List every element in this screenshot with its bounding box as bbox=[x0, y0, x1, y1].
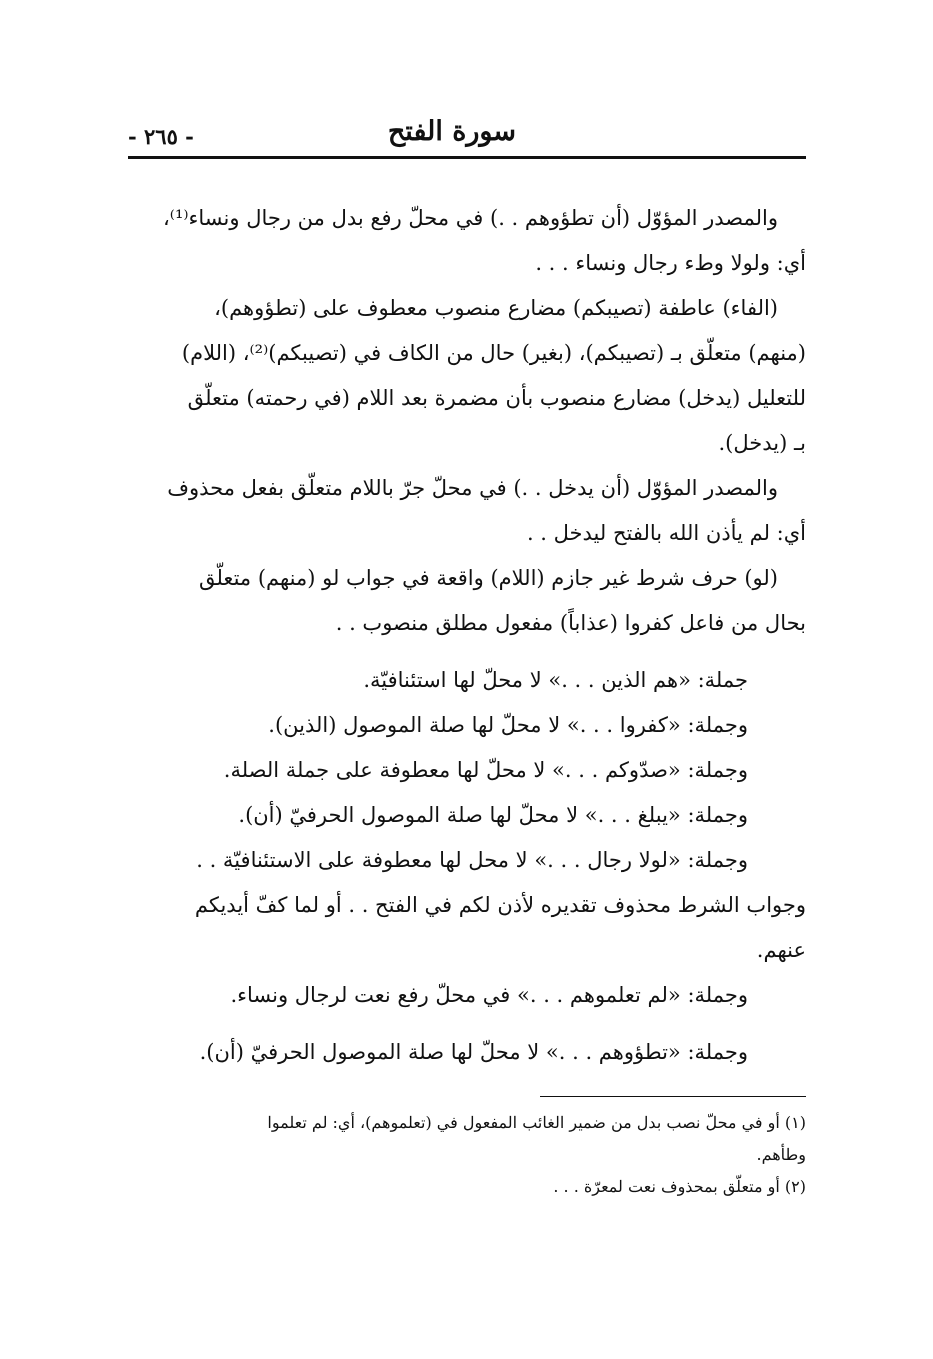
text-line: وجملة: «لولا رجال . . .» لا محل لها معطوفة على الاستئنافيّة . . bbox=[196, 848, 748, 872]
surah-title: سورة الفتح bbox=[387, 116, 516, 147]
main-text bbox=[128, 198, 806, 1077]
page-header bbox=[128, 112, 806, 160]
text-line: (الفاء) عاطفة (تصيبكم) مضارع منصوب معطوف على (تطؤوهم)، bbox=[214, 296, 778, 320]
text-line: عنهم. bbox=[756, 938, 806, 962]
text-line: وجملة: «تطؤوهم . . .» لا محلّ لها صلة الموصول الحرفيّ (أن). bbox=[199, 1040, 748, 1064]
footnotes bbox=[128, 1108, 806, 1204]
text-line: وجملة: «يبلغ . . .» لا محلّ لها صلة الموصول الحرفيّ (أن). bbox=[238, 803, 748, 827]
text-line: أي: لم يأذن الله بالفتح ليدخل . . bbox=[526, 521, 806, 545]
footnote-line: وطأهم. bbox=[756, 1145, 806, 1164]
text-line: والمصدر المؤوّل (أن يدخل . .) في محلّ جرّ باللام متعلّق بفعل محذوف bbox=[167, 476, 778, 500]
text-line: أي: ولولا وطء رجال ونساء . . . bbox=[535, 251, 806, 275]
footnote-line: (٢) أو متعلّق بمحذوف نعت لمعرّة . . . bbox=[553, 1177, 806, 1196]
footnote-line: (١) أو في محلّ نصب بدل من ضمير الغائب المفعول في (تعلموهم)، أي: لم تعلموا bbox=[267, 1113, 806, 1132]
footnote-rule bbox=[540, 1096, 806, 1097]
text-line: للتعليل (يدخل) مضارع منصوب بأن مضمرة بعد اللام (في رحمته) متعلّق bbox=[187, 386, 806, 410]
text-line: وجملة: «صدّوكم . . .» لا محلّ لها معطوفة على جملة الصلة. bbox=[223, 758, 748, 782]
text-line: وجملة: «كفروا . . .» لا محلّ لها صلة الموصول (الذين). bbox=[268, 713, 748, 737]
text-line: (منهم) متعلّق بـ (تصيبكم)، (بغير) حال من الكاف في (تصيبكم)⁽²⁾، (اللام) bbox=[181, 341, 806, 365]
header-rule bbox=[128, 156, 806, 159]
text-line: وجواب الشرط محذوف تقديره لأذن لكم في الفتح . . أو لما كفّ أيديكم bbox=[194, 893, 806, 917]
page-number: - ٢٦٥ - bbox=[128, 124, 194, 149]
text-line: (لو) حرف شرط غير جازم (اللام) واقعة في جواب لو (منهم) متعلّق bbox=[198, 566, 778, 590]
text-line: وجملة: «لم تعلموهم . . .» في محلّ رفع نعت لرجال ونساء. bbox=[230, 983, 748, 1007]
text-line: بـ (يدخل). bbox=[718, 431, 806, 455]
text-line: والمصدر المؤوّل (أن تطؤوهم . .) في محلّ رفع بدل من رجال ونساء⁽¹⁾، bbox=[163, 206, 778, 230]
text-line: بحال من فاعل كفروا (عذاباً) مفعول مطلق منصوب . . bbox=[335, 611, 806, 635]
text-line: جملة: «هم الذين . . .» لا محلّ لها استئنافيّة. bbox=[363, 668, 748, 692]
